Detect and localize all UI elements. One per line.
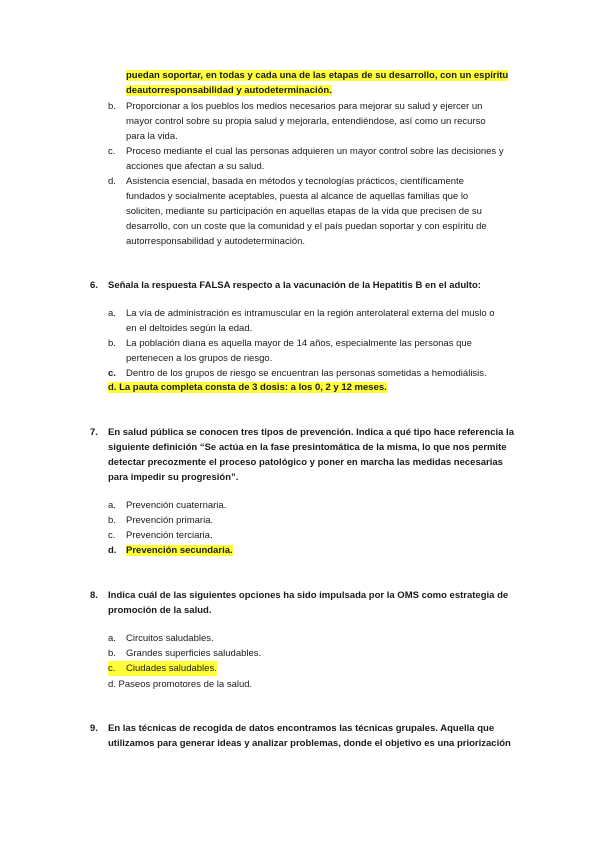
highlighted-answer	[108, 661, 217, 676]
option-text	[126, 99, 530, 144]
question-line: para impedir su progresión”.	[108, 472, 239, 483]
option-text	[126, 174, 530, 249]
option-label: b.	[108, 648, 116, 659]
question-line: Indica cuál de las siguientes opciones ha sido impulsada por la OMS como estrategia de	[108, 590, 509, 601]
option-text: Grandes superficies saludables.	[126, 648, 262, 659]
question-number: 8.	[90, 590, 98, 601]
question-line: En las técnicas de recogida de datos encontramos las técnicas grupales. Aquella que	[108, 723, 495, 734]
option-text: Ciudades saludables.	[126, 663, 217, 674]
question-number: 7.	[90, 427, 98, 438]
option-label: b.	[108, 101, 116, 112]
option-text	[126, 144, 530, 174]
option-line: Asistencia esencial, basada en métodos y tecnologías prácticos, científicamente	[126, 176, 464, 187]
question-text	[108, 721, 530, 751]
option-line: en el deltoides según la edad.	[126, 323, 253, 334]
option-label: d.	[108, 176, 116, 187]
option-line: para la vida.	[126, 131, 178, 142]
option-text	[126, 543, 530, 558]
option-line: Proceso mediante el cual las personas adquieren un mayor control sobre las decisiones y	[126, 146, 504, 157]
option-line: autorresponsabilidad y autodeterminación.	[126, 236, 306, 247]
question-number: 6.	[90, 280, 98, 291]
option-line: acciones que afectan a su salud.	[126, 161, 265, 172]
q8-option-c	[108, 661, 530, 676]
option-text	[126, 336, 530, 366]
question-text	[108, 425, 530, 485]
option-line: pertenecen a los grupos de riesgo.	[126, 353, 273, 364]
option-label: a.	[108, 633, 116, 644]
option-text: Prevención primaria.	[126, 515, 214, 526]
question-line: promoción de la salud.	[108, 605, 212, 616]
option-label: b.	[108, 338, 116, 349]
option-line: soliciten, mediante su participación en aquellas etapas de la vida que precisen de su	[126, 206, 482, 217]
continuation-line: puedan soportar, en todas y cada una de las etapas de su desarrollo, con un espíritu	[126, 70, 509, 81]
option-line: La vía de administración es intramuscular en la región anterolateral externa del muslo o	[126, 308, 495, 319]
option-text: Circuitos saludables.	[126, 633, 214, 644]
option-label: c.	[108, 663, 116, 674]
option-label: c.	[108, 368, 116, 379]
highlighted-answer: Prevención secundaria.	[126, 545, 233, 556]
question-text	[108, 588, 530, 618]
question-line: En salud pública se conocen tres tipos de prevención. Indica a qué tipo hace referencia la	[108, 427, 514, 438]
option-text: Prevención cuaternaria.	[126, 500, 227, 511]
option-label: a.	[108, 500, 116, 511]
option-line: Proporcionar a los pueblos los medios necesarios para mejorar su salud y ejercer un	[126, 101, 483, 112]
option-line: mayor control sobre su propia salud y mejorarla, entendiéndose, así como un recurso	[126, 116, 486, 127]
option-label: a.	[108, 308, 116, 319]
option-label: d.	[108, 545, 117, 556]
continuation-line: deautorresponsabilidad y autodeterminación.	[126, 85, 332, 96]
option-text: d. Paseos promotores de la salud.	[108, 679, 253, 690]
option-label: b.	[108, 515, 116, 526]
option-text: Prevención terciaria.	[126, 530, 213, 541]
question-number: 9.	[90, 723, 98, 734]
option-text	[126, 306, 530, 336]
option-label: c.	[108, 146, 116, 157]
option-line: Dentro de los grupos de riesgo se encuentran las personas sometidas a hemodiálisis.	[126, 368, 487, 379]
question-text: Señala la respuesta FALSA respecto a la vacunación de la Hepatitis B en el adulto:	[108, 280, 481, 291]
q8-option-d	[108, 677, 530, 692]
question-line: detectar precozmente el proceso patológico y poner en marcha las medidas necesarias	[108, 457, 503, 468]
highlighted-answer: d. La pauta completa consta de 3 dosis: a los 0, 2 y 12 meses.	[108, 382, 387, 393]
option-text	[126, 366, 530, 381]
option-line: fundados y socialmente aceptables, puesta al alcance de aquellas familias que lo	[126, 191, 469, 202]
option-label: c.	[108, 530, 116, 541]
answer-continuation	[126, 68, 530, 98]
option-line: La población diana es aquella mayor de 14 años, especialmente las personas que	[126, 338, 472, 349]
q6-answer-d	[108, 380, 530, 395]
question-line: utilizamos para generar ideas y analizar problemas, donde el objetivo es una priorización	[108, 738, 511, 749]
option-line: desarrollo, con un coste que la comunidad y el país puedan soportar y con espíritu de	[126, 221, 487, 232]
question-line: siguiente definición “Se actúa en la fase presintomática de la misma, lo que nos permite	[108, 442, 507, 453]
